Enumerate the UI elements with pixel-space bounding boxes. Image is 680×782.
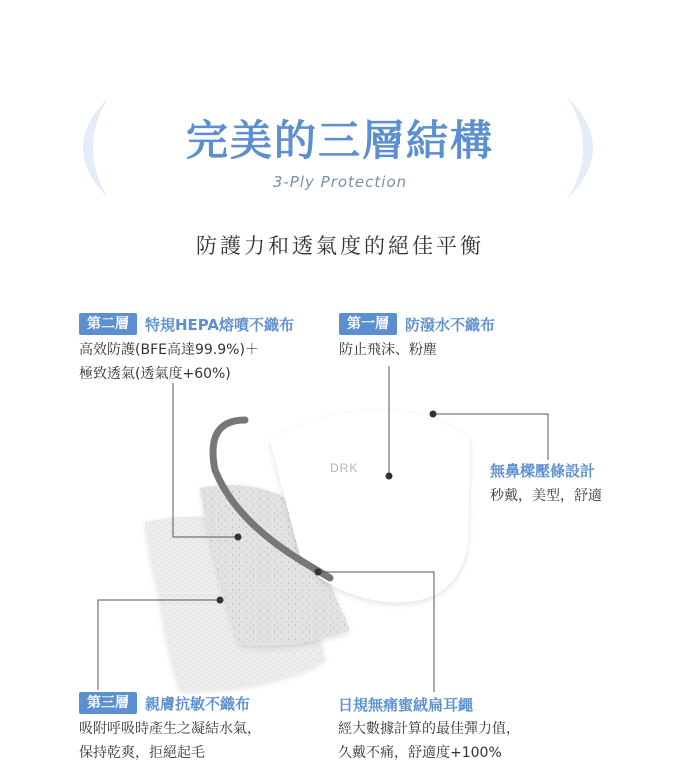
page-subtitle: 3-Ply Protection <box>272 173 408 191</box>
first-layer-desc-line1: 防止飛沫、粉塵 <box>339 342 437 358</box>
nose-feature-name: 無鼻樑壓條設計 <box>490 462 596 480</box>
first-layer-heading <box>339 313 495 335</box>
page-title: 完美的三層結構 <box>185 116 494 165</box>
third-layer-desc-line2: 保持乾爽，拒絕起毛 <box>79 745 205 761</box>
third-layer-name: 親膚抗敏不織布 <box>145 694 251 713</box>
earloop-feature-desc-line2: 久戴不痛，舒適度+100% <box>338 745 502 761</box>
tagline: 防護力和透氣度的絕佳平衡 <box>196 234 484 258</box>
second-layer-desc <box>79 338 259 386</box>
first-layer-desc <box>339 338 437 362</box>
first-layer-name: 防潑水不織布 <box>405 315 496 334</box>
earloop-feature-name: 日規無痛蜜絨扁耳繩 <box>338 696 474 714</box>
second-layer-name: 特規HEPA熔噴不織布 <box>145 315 295 334</box>
earloop-feature-desc <box>338 717 520 765</box>
second-layer-heading <box>79 313 294 335</box>
second-layer-desc-line1: 高效防護(BFE高達99.9%)＋ <box>79 342 259 358</box>
logo-text: DRK <box>330 461 359 475</box>
third-layer-desc-line1: 吸附呼吸時產生之凝結水氣， <box>79 721 261 737</box>
nose-feature-desc: 秒戴，美型，舒適 <box>490 488 602 504</box>
first-layer-dot <box>386 473 393 480</box>
first-layer-badge: 第一層 <box>339 313 397 335</box>
third-layer-heading <box>79 692 250 714</box>
nose-dot <box>430 411 437 418</box>
second-layer-desc-line2: 極致透氣(透氣度+60%) <box>79 366 231 382</box>
second-layer-dot <box>235 534 242 541</box>
earloop-feature-desc-line1: 經大數據計算的最佳彈力值， <box>338 721 520 737</box>
third-layer-dot <box>217 597 224 604</box>
second-layer-badge: 第二層 <box>79 313 137 335</box>
third-layer-badge: 第三層 <box>79 692 137 714</box>
earloop-dot <box>315 569 322 576</box>
third-layer-desc <box>79 717 261 765</box>
